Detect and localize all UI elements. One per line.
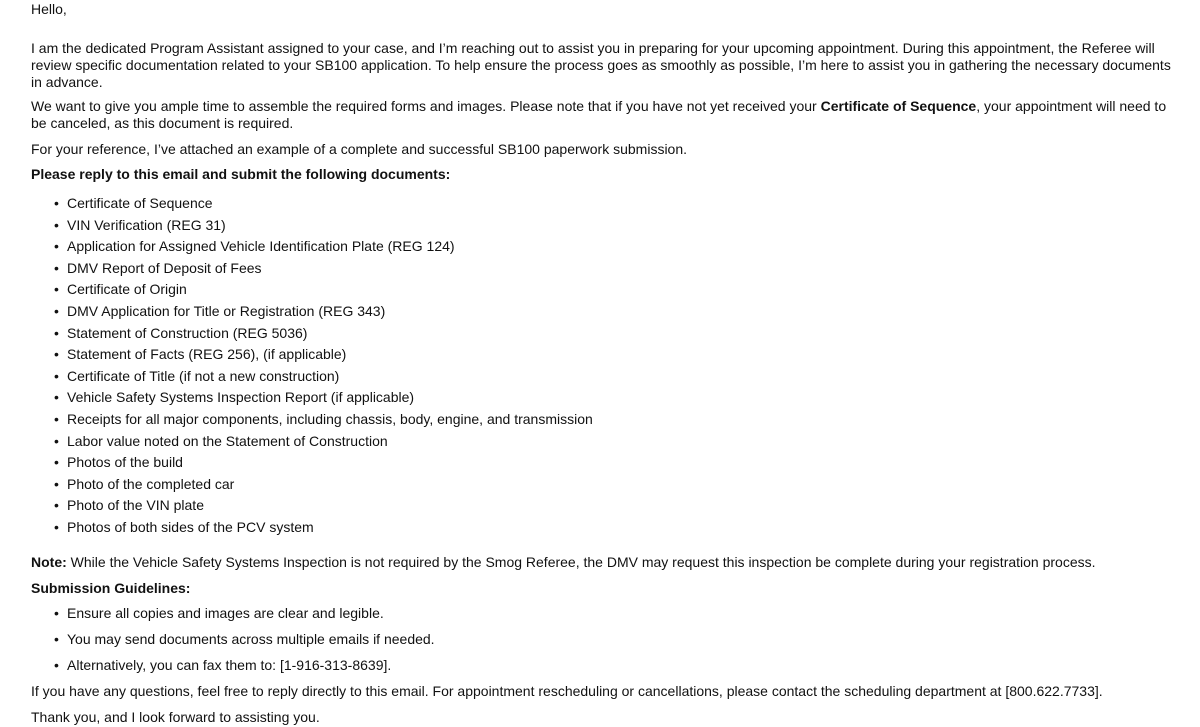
list-item: • Alternatively, you can fax them to: [1-916-313-8639]. — [67, 657, 1184, 683]
list-item: • Certificate of Origin — [67, 279, 1184, 301]
list-item: • You may send documents across multiple emails if needed. — [67, 631, 1184, 657]
list-item: • Certificate of Title (if not a new construction) — [67, 366, 1184, 388]
list-item: • Statement of Facts (REG 256), (if applicable) — [67, 344, 1184, 366]
reply-heading: Please reply to this email and submit the following documents: — [31, 166, 451, 182]
contact-paragraph: If you have any questions, feel free to reply directly to this email. For appointment rescheduling or cancellations, please contact the scheduling department at [800.622.7733]. — [31, 682, 1103, 699]
list-item: • Statement of Construction (REG 5036) — [67, 323, 1184, 345]
list-item: • Receipts for all major components, including chassis, body, engine, and transmission — [67, 409, 1184, 431]
list-item: • DMV Report of Deposit of Fees — [67, 258, 1184, 280]
time-notice-paragraph — [31, 98, 1184, 132]
note-text: While the Vehicle Safety Systems Inspection is not required by the Smog Referee, the DMV may request this inspection be complete during your registration process. — [66, 553, 1096, 570]
greeting: Hello, — [31, 1, 67, 17]
list-item: • Photos of both sides of the PCV system — [67, 517, 1184, 539]
list-item: • Vehicle Safety Systems Inspection Report (if applicable) — [67, 387, 1184, 409]
list-item: • Photo of the completed car — [67, 474, 1184, 496]
note-label: Note: — [31, 553, 67, 570]
email-body — [0, 1, 1200, 726]
reference-paragraph: For your reference, I’ve attached an example of a complete and successful SB100 paperwork submission. — [31, 141, 688, 157]
guidelines-list — [31, 605, 1184, 683]
list-item: • VIN Verification (REG 31) — [67, 215, 1184, 237]
list-item: • Application for Assigned Vehicle Identification Plate (REG 124) — [67, 236, 1184, 258]
certificate-emphasis: Certificate of Sequence — [820, 98, 977, 114]
documents-list — [31, 193, 1184, 539]
list-item: • Certificate of Sequence — [67, 193, 1184, 215]
intro-paragraph: I am the dedicated Program Assistant assigned to your case, and I’m reaching out to assist you in preparing for your upcoming appointment. During this appointment, the Referee will review specific documentation related to your SB100 application. To help ensure the process goes as smoothly as possible, I’m here to assist you in gathering the necessary documents in advance. — [31, 40, 1171, 90]
list-item: • Photos of the build — [67, 452, 1184, 474]
time-notice-after: , your appointment will need to be canceled, as this document is required. — [31, 98, 1167, 131]
list-item: • DMV Application for Title or Registration (REG 343) — [67, 301, 1184, 323]
list-item: • Labor value noted on the Statement of Construction — [67, 431, 1184, 453]
note-paragraph — [31, 554, 1184, 571]
time-notice-before: We want to give you ample time to assemble the required forms and images. Please note that if you have not yet received your — [31, 98, 821, 114]
list-item: • Ensure all copies and images are clear and legible. — [67, 605, 1184, 631]
guidelines-heading: Submission Guidelines: — [31, 579, 191, 596]
list-item: • Photo of the VIN plate — [67, 495, 1184, 517]
closing-line: Thank you, and I look forward to assisting you. — [31, 708, 320, 725]
